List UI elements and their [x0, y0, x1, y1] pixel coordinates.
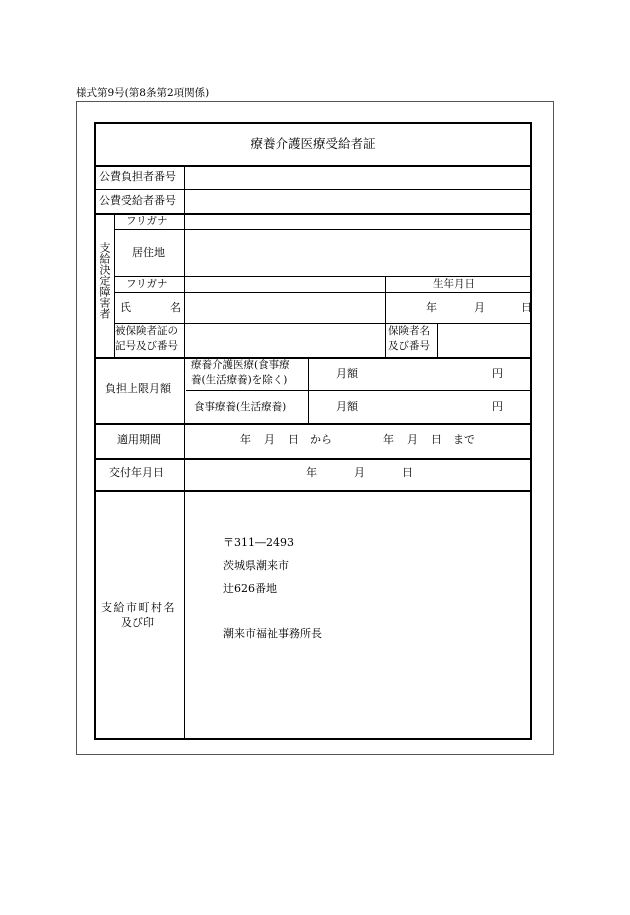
form-number-caption: 様式第9号(第8条第2項関係)	[76, 87, 210, 99]
row-divider	[114, 292, 530, 293]
insurer-label: 保険者名	[388, 325, 430, 337]
column-divider	[308, 357, 309, 423]
insurer-label: 及び番号	[388, 340, 430, 352]
address-label: 居住地	[132, 246, 165, 259]
from-word: から	[310, 433, 332, 446]
end-day: 日	[431, 433, 442, 446]
start-month: 月	[264, 433, 275, 446]
medical-care-label: 療養介護医療(食事療	[191, 359, 290, 371]
column-divider	[437, 323, 438, 357]
start-day: 日	[288, 433, 299, 446]
row-divider	[96, 423, 530, 425]
row-divider	[96, 490, 530, 492]
issuer-prefecture-city: 茨城県潮来市	[223, 559, 289, 572]
column-divider	[184, 490, 185, 738]
medical-care-label: 養(生活療養)を除く)	[191, 374, 288, 386]
until-word: まで	[453, 433, 475, 446]
name-label-2: 名	[170, 301, 181, 314]
insured-card-label: 被保険者証の	[115, 325, 178, 337]
birth-year: 年	[426, 301, 437, 314]
row-divider	[96, 357, 530, 359]
title-divider	[96, 165, 530, 167]
row-divider	[96, 189, 530, 190]
column-divider	[184, 213, 185, 357]
meal-care-label: 食事療養(生活療養)	[194, 401, 287, 413]
recipient-group-label: 支給決定障害者	[98, 242, 111, 319]
row-divider	[114, 229, 530, 230]
row-divider	[114, 323, 530, 324]
birth-date-label: 生年月日	[433, 278, 475, 290]
issue-year: 年	[306, 466, 317, 479]
start-year: 年	[240, 433, 251, 446]
name-label-1: 氏	[120, 301, 131, 314]
row-divider	[186, 390, 530, 391]
birth-month: 月	[474, 301, 485, 314]
valid-period-label: 適用期間	[117, 433, 161, 446]
public-payer-number-label: 公費負担者番号	[99, 170, 176, 183]
birth-day: 日	[521, 301, 532, 314]
municipality-label: 支給市町村名	[101, 601, 176, 614]
certificate-form	[94, 122, 532, 740]
issuer-postal-code: 〒311―2493	[223, 536, 294, 549]
monthly-amount-label: 月額	[336, 400, 358, 413]
burden-limit-label: 負担上限月額	[105, 382, 171, 395]
furigana-label: フリガナ	[126, 278, 168, 290]
monthly-amount-label: 月額	[336, 367, 358, 380]
issuer-office: 潮来市福祉事務所長	[223, 627, 322, 640]
furigana-label: フリガナ	[126, 215, 168, 227]
municipality-label: 及び印	[121, 616, 154, 629]
row-divider	[96, 458, 530, 460]
row-divider	[114, 276, 530, 277]
column-divider	[385, 276, 386, 357]
issue-day: 日	[402, 466, 413, 479]
column-divider	[184, 423, 185, 490]
issue-month: 月	[354, 466, 365, 479]
public-recipient-number-label: 公費受給者番号	[99, 194, 176, 207]
form-title: 療養介護医療受給者証	[250, 136, 376, 151]
column-divider	[184, 357, 185, 423]
column-divider	[184, 165, 185, 213]
yen-unit: 円	[492, 367, 503, 380]
issuer-street: 辻626番地	[223, 582, 277, 595]
end-month: 月	[407, 433, 418, 446]
yen-unit: 円	[492, 400, 503, 413]
end-year: 年	[383, 433, 394, 446]
issue-date-label: 交付年月日	[109, 466, 164, 479]
insured-card-label: 記号及び番号	[115, 340, 178, 352]
